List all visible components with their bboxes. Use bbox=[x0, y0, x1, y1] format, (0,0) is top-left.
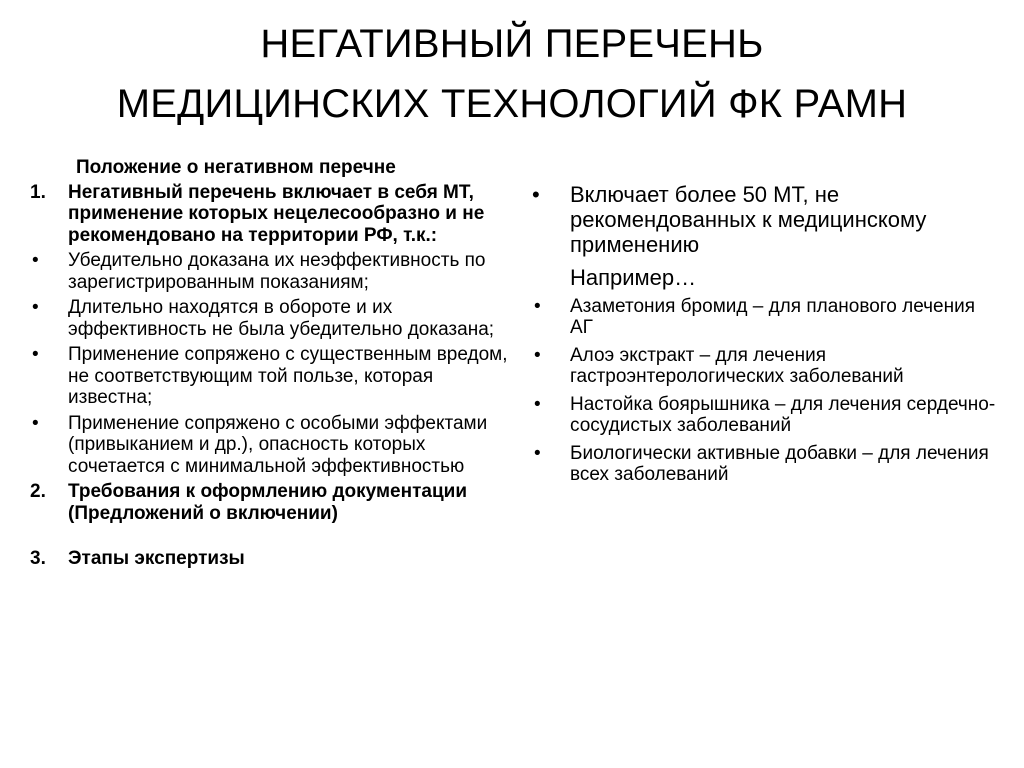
right-column bbox=[530, 182, 1000, 492]
title-line-1: НЕГАТИВНЫЙ ПЕРЕЧЕНЬ bbox=[260, 22, 764, 66]
list-item bbox=[530, 296, 1000, 338]
item-number: 2. bbox=[30, 481, 46, 502]
spacer bbox=[30, 528, 508, 548]
bullet-icon: • bbox=[534, 443, 541, 464]
bullet-icon: • bbox=[32, 412, 39, 434]
list-item-text: Биологически активные добавки – для лечения всех заболеваний bbox=[570, 443, 989, 485]
numbered-item-1 bbox=[30, 182, 508, 247]
negative-list-heading: Положение о негативном перечне bbox=[76, 157, 396, 178]
list-item bbox=[30, 413, 508, 478]
bullet-icon: • bbox=[32, 297, 39, 318]
list-item-text: Убедительно доказана их неэффективность по зарегистрированным показаниям; bbox=[68, 250, 486, 293]
bullet-icon: • bbox=[534, 296, 541, 317]
bullet-icon: • bbox=[534, 345, 541, 366]
bullet-icon: • bbox=[532, 182, 540, 207]
list-item bbox=[530, 443, 1000, 485]
left-column bbox=[30, 157, 508, 574]
bullet-icon: • bbox=[32, 344, 39, 365]
list-item bbox=[530, 345, 1000, 387]
numbered-item-2 bbox=[30, 481, 508, 524]
item-number: 3. bbox=[30, 548, 46, 569]
list-item bbox=[530, 394, 1000, 436]
list-item bbox=[30, 250, 508, 293]
criteria-list bbox=[30, 250, 508, 477]
list-item bbox=[30, 297, 508, 340]
title-line-2: МЕДИЦИНСКИХ ТЕХНОЛОГИЙ ФК РАМН bbox=[116, 82, 908, 126]
intro-bullet bbox=[530, 182, 1000, 257]
list-item bbox=[30, 344, 508, 409]
examples-list bbox=[530, 296, 1000, 485]
list-item-text: Длительно находятся в обороте и их эффективность не была убедительно доказана; bbox=[68, 297, 495, 340]
list-item-text: Алоэ экстракт – для лечения гастроэнтерологических заболеваний bbox=[570, 345, 904, 387]
item-text: Негативный перечень включает в себя МТ, применение которых нецелесообразно и не рекомендовано на территории РФ, т.к.: bbox=[68, 181, 485, 246]
list-item-text: Применение сопряжено с существенным вредом, не соответствующим той пользе, которая известна; bbox=[68, 344, 508, 408]
list-item-text: Азаметония бромид – для планового лечения АГ bbox=[570, 296, 976, 338]
bullet-icon: • bbox=[32, 250, 39, 271]
example-label: Например… bbox=[570, 265, 697, 290]
slide-title bbox=[0, 14, 1024, 134]
intro-text: Включает более 50 МТ, не рекомендованных к медицинскому применению bbox=[570, 182, 927, 257]
numbered-item-3 bbox=[30, 548, 508, 570]
list-item-text: Настойка боярышника – для лечения сердечно-сосудистых заболеваний bbox=[570, 394, 996, 436]
item-number: 1. bbox=[30, 181, 46, 203]
item-text: Этапы экспертизы bbox=[68, 548, 245, 569]
list-item-text: Применение сопряжено с особыми эффектами (привыканием и др.), опасность которых сочетается с минимальной эффективностью bbox=[68, 412, 488, 477]
bullet-icon: • bbox=[534, 394, 541, 415]
item-text: Требования к оформлению документации (Предложений о включении) bbox=[68, 481, 467, 524]
